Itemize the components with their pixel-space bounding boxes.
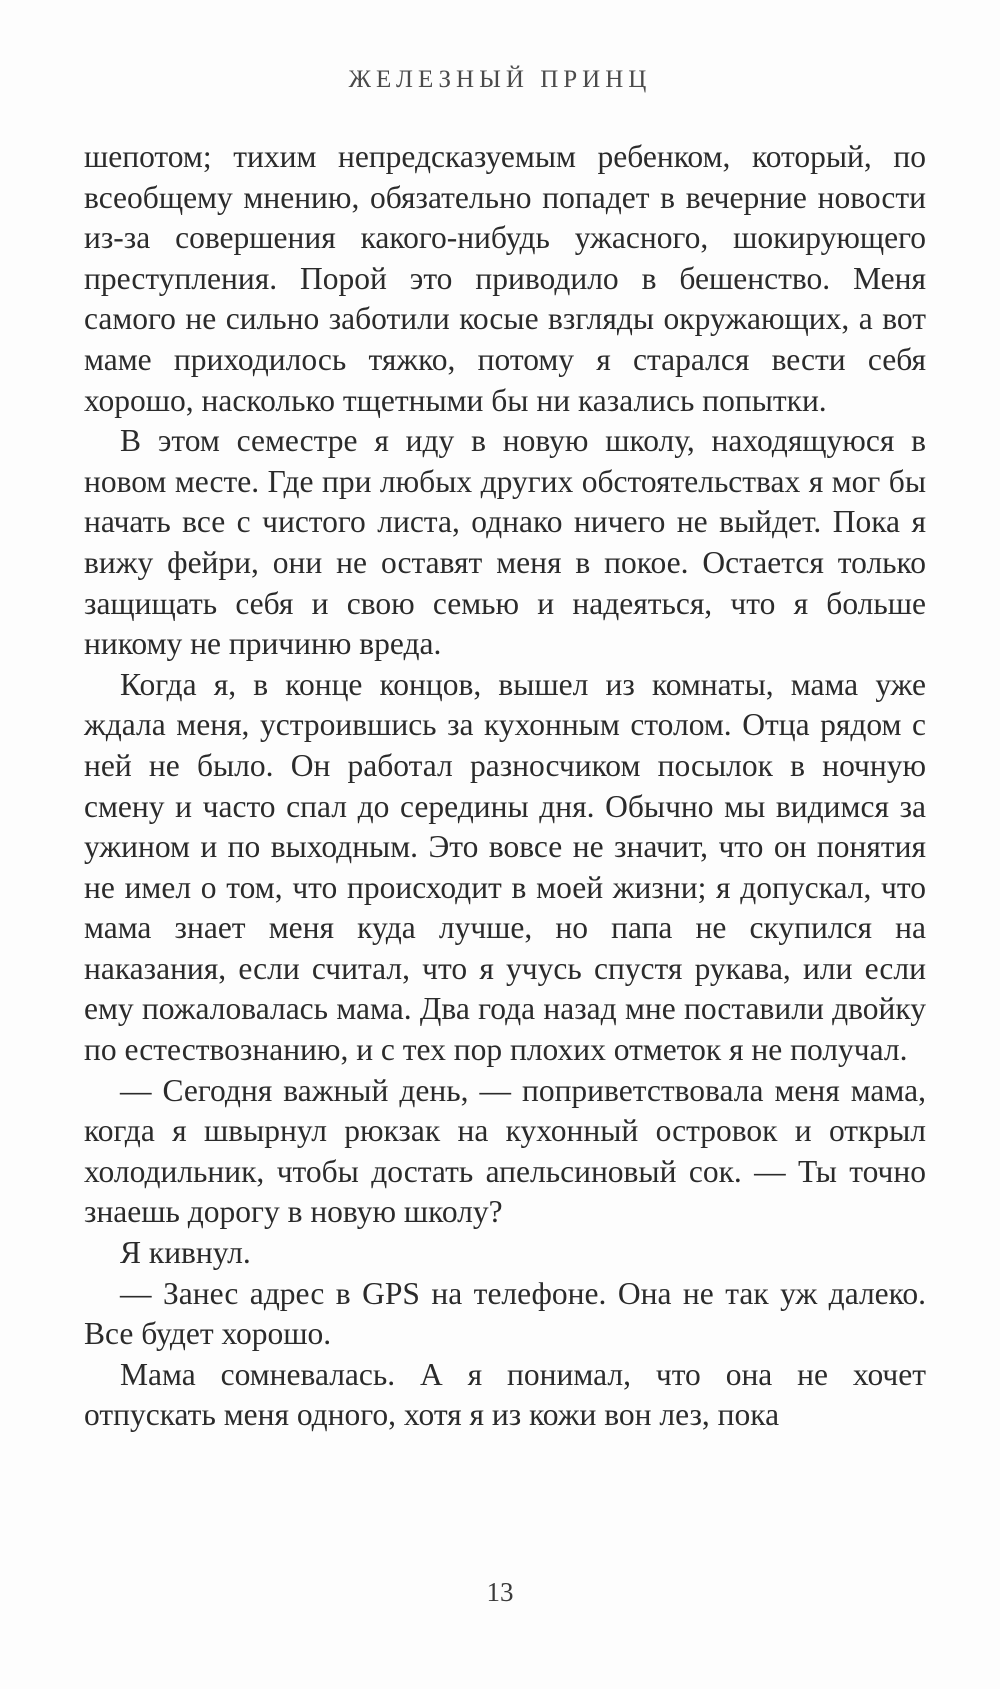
paragraph: — Сегодня важный день, — поприветствовала меня мама, когда я швырнул рюкзак на кухонный островок и открыл холодильник, чтобы достать апельсиновый сок. — Ты точно знаешь дорогу в новую школу?	[84, 1072, 926, 1230]
body-text	[84, 137, 926, 1436]
paragraph: шепотом; тихим непредсказуемым ребенком, который, по всеобщему мнению, обязательно попадет в вечерние новости из-за совершения какого-нибудь ужасного, шокирующего преступления. Порой это приводило в бешенство. Меня самого не сильно заботили косые взгляды окружающих, а вот маме приходилось тяжко, потому я старался вести себя хорошо, насколько тщетными бы ни казались попытки.	[84, 139, 926, 418]
running-head: ЖЕЛЕЗНЫЙ ПРИНЦ	[348, 66, 652, 93]
paragraph: Мама сомневалась. А я понимал, что она не хочет отпускать меня одного, хотя я из кожи вон лез, пока	[84, 1356, 926, 1433]
page-number: 13	[486, 1577, 514, 1607]
paragraph: В этом семестре я иду в новую школу, находящуюся в новом месте. Где при любых других обстоятельствах я мог бы начать все с чистого листа, однако ничего не выйдет. Пока я вижу фейри, они не оставят меня в покое. Остается только защищать себя и свою семью и надеяться, что я больше никому не причиню вреда.	[84, 423, 926, 662]
paragraph: — Занес адрес в GPS на телефоне. Она не так уж далеко. Все будет хорошо.	[84, 1275, 926, 1352]
paragraph: Я кивнул.	[120, 1235, 251, 1271]
paragraph: Когда я, в конце концов, вышел из комнаты, мама уже ждала меня, устроившись за кухонным столом. Отца рядом с ней не было. Он работал разносчиком посылок в ночную смену и часто спал до середины дня. Обычно мы видимся за ужином и по выходным. Это вовсе не значит, что он понятия не имел о том, что происходит в моей жизни; я допускал, что мама знает меня куда лучше, но папа не скупился на наказания, если считал, что я учусь спустя рукава, или если ему пожаловалась мама. Два года назад мне поставили двойку по естествознанию, и с тех пор плохих отметок я не получал.	[84, 666, 926, 1068]
